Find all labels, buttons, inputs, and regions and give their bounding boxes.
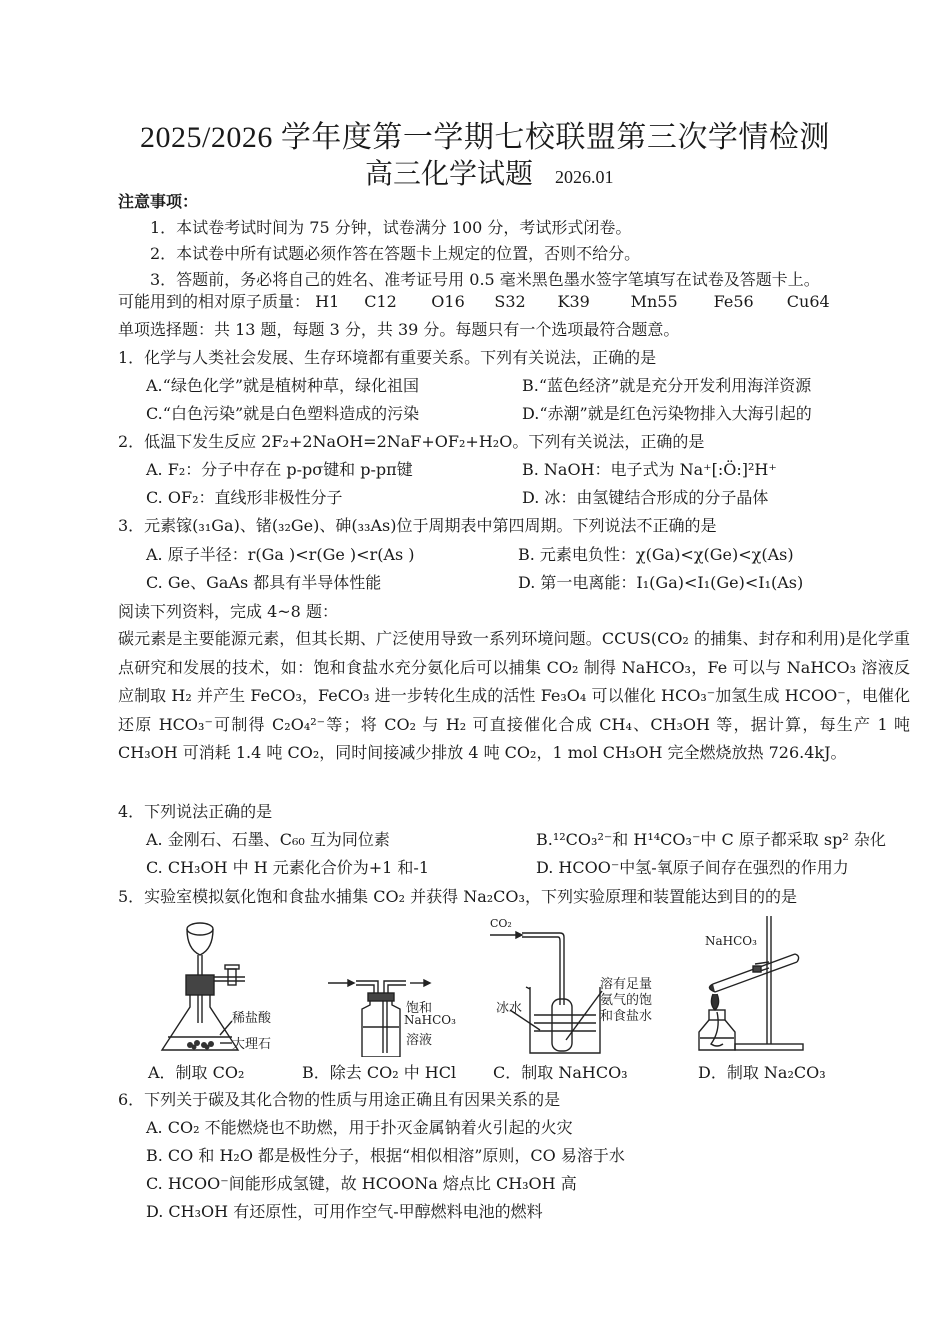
label-ammonia-brine-1: 溶有足量 bbox=[600, 977, 653, 992]
figure-d-caption: D．制取 Na₂CO₃ bbox=[698, 1063, 826, 1082]
mass-s: S32 bbox=[494, 292, 526, 311]
notice-heading: 注意事项： bbox=[118, 192, 199, 211]
label-ammonia-brine-2: 氨气的饱 bbox=[600, 993, 653, 1008]
label-co2-inlet: CO₂ bbox=[490, 917, 512, 930]
q1-option-c: C.“白色污染”就是白色塑料造成的污染 bbox=[146, 404, 420, 423]
exam-date: 2026.01 bbox=[555, 167, 614, 187]
mass-h: H1 bbox=[315, 292, 340, 311]
mass-k: K39 bbox=[557, 292, 590, 311]
q1-option-b: B.“蓝色经济”就是充分开发利用海洋资源 bbox=[522, 376, 812, 395]
label-ice-water: 冰水 bbox=[496, 1001, 523, 1016]
q3-option-d: D. 第一电离能：I₁(Ga)<I₁(Ge)<I₁(As) bbox=[518, 573, 804, 592]
q4-option-a: A. 金刚石、石墨、C₆₀ 互为同位素 bbox=[146, 830, 390, 849]
label-nahco3-solid: NaHCO₃ bbox=[705, 934, 757, 948]
label-dilute-hcl: 稀盐酸 bbox=[232, 1011, 272, 1026]
q4-option-c: C. CH₃OH 中 H 元素化合价为+1 和-1 bbox=[146, 858, 429, 877]
q2-option-d: D. 冰：由氢键结合形成的分子晶体 bbox=[522, 488, 769, 507]
atomic-masses bbox=[118, 288, 830, 316]
notice-item-3: 3．答题前，务必将自己的姓名、准考证号用 0.5 毫米黑色墨水签字笔填写在试卷及答题卡上。 bbox=[150, 270, 820, 289]
notice-item-1: 1．本试卷考试时间为 75 分钟，试卷满分 100 分，考试形式闭卷。 bbox=[150, 218, 632, 237]
q2-option-a: A. F₂：分子中存在 p-pσ键和 p-pπ键 bbox=[146, 460, 413, 479]
q2-stem: 2．低温下发生反应 2F₂+2NaOH=2NaF+OF₂+H₂O。下列有关说法，正确的是 bbox=[118, 432, 705, 451]
q6-option-a: A. CO₂ 不能燃烧也不助燃，用于扑灭金属钠着火引起的火灾 bbox=[146, 1118, 573, 1137]
section-instructions: 单项选择题：共 13 题，每题 3 分，共 39 分。每题只有一个选项最符合题意。 bbox=[118, 320, 680, 339]
label-ammonia-brine-3: 和食盐水 bbox=[600, 1009, 653, 1024]
q3-option-b: B. 元素电负性：χ(Ga)<χ(Ge)<χ(As) bbox=[518, 545, 794, 564]
q6-option-c: C. HCOO⁻间能形成氢键，故 HCOONa 熔点比 CH₃OH 高 bbox=[146, 1174, 577, 1193]
label-solution: 溶液 bbox=[406, 1033, 433, 1048]
notice-item-2: 2．本试卷中所有试题必须作答在答题卡上规定的位置，否则不给分。 bbox=[150, 244, 641, 263]
atomic-masses-label: 可能用到的相对原子质量： bbox=[118, 292, 311, 311]
figure-a-caption: A．制取 CO₂ bbox=[148, 1063, 245, 1082]
q6-option-d: D. CH₃OH 有还原性，可用作空气-甲醇燃料电池的燃料 bbox=[146, 1202, 543, 1221]
mass-c: C12 bbox=[364, 292, 397, 311]
exam-subtitle bbox=[365, 152, 614, 192]
q3-stem: 3．元素镓(₃₁Ga)、锗(₃₂Ge)、砷(₃₃As)位于周期表中第四周期。下列说法不正确的是 bbox=[118, 516, 717, 535]
figure-a-co2-generator bbox=[150, 915, 290, 1055]
q5-stem: 5．实验室模拟氨化饱和食盐水捕集 CO₂ 并获得 Na₂CO₃，下列实验原理和装置能达到目的的是 bbox=[118, 887, 797, 906]
label-marble: 大理石 bbox=[232, 1037, 272, 1052]
label-saturated: 饱和 bbox=[406, 1001, 433, 1016]
reading-passage: 碳元素是主要能源元素，但其长期、广泛使用导致一系列环境问题。CCUS(CO₂ 的捕集、封存和利用)是化学重点研究和发展的技术，如：饱和食盐水充分氨化后可以捕集 CO₂ 制得 NaHCO₃，Fe 可以与 NaHCO₃ 溶液反应制取 H₂ 并产生 FeCO₃，FeCO₃ 进一步转化生成的活性 Fe₃O₄ 可以催化 HCO₃⁻加氢生成 HCOO⁻，电催化还原 HCO₃⁻可制得 C₂O₄²⁻等；将 CO₂ 与 H₂ 可直接催化合成 CH₄、CH₃OH 等，据计算，每生产 1 吨 CH₃OH 可消耗 1.4 吨 CO₂，同时间接减少排放 4 吨 CO₂，1 mol CH₃OH 完全燃烧放热 726.4kJ。 bbox=[118, 629, 910, 762]
subject-title: 高三化学试题 bbox=[365, 159, 534, 190]
q1-option-d: D.“赤潮”就是红色污染物排入大海引起的 bbox=[522, 404, 812, 423]
mass-cu: Cu64 bbox=[786, 292, 830, 311]
mass-o: O16 bbox=[431, 292, 465, 311]
q6-stem: 6．下列关于碳及其化合物的性质与用途正确且有因果关系的是 bbox=[118, 1090, 561, 1109]
q4-option-b: B.¹²CO₃²⁻和 H¹⁴CO₃⁻中 C 原子都采取 sp² 杂化 bbox=[536, 830, 886, 849]
figure-b-caption: B．除去 CO₂ 中 HCl bbox=[302, 1063, 457, 1082]
figure-d-heating-setup bbox=[695, 912, 815, 1057]
q1-stem: 1．化学与人类社会发展、生存环境都有重要关系。下列有关说法，正确的是 bbox=[118, 348, 657, 367]
q2-option-b: B. NaOH：电子式为 Na⁺[:Ö:]²H⁺ bbox=[522, 460, 777, 479]
label-nahco3: NaHCO₃ bbox=[404, 1013, 456, 1027]
q3-option-a: A. 原子半径：r(Ga )<r(Ge )<r(As ) bbox=[146, 545, 415, 564]
q1-option-a: A.“绿色化学”就是植树种草，绿化祖国 bbox=[146, 376, 420, 395]
mass-mn: Mn55 bbox=[630, 292, 678, 311]
figure-c-caption: C．制取 NaHCO₃ bbox=[493, 1063, 628, 1082]
mass-fe: Fe56 bbox=[713, 292, 754, 311]
exam-title: 2025/2026 学年度第一学期七校联盟第三次学情检测 bbox=[140, 121, 830, 154]
reading-intro: 阅读下列资料，完成 4~8 题： bbox=[118, 602, 338, 621]
q2-option-c: C. OF₂：直线形非极性分子 bbox=[146, 488, 343, 507]
q4-option-d: D. HCOO⁻中氢-氧原子间存在强烈的作用力 bbox=[536, 858, 849, 877]
q3-option-c: C. Ge、GaAs 都具有半导体性能 bbox=[146, 573, 382, 592]
figure-b-gas-wash-bottle bbox=[328, 975, 456, 1057]
figure-c-nahco3-setup bbox=[490, 915, 653, 1060]
q6-option-b: B. CO 和 H₂O 都是极性分子，根据“相似相溶”原则，CO 易溶于水 bbox=[146, 1146, 625, 1165]
q4-stem: 4．下列说法正确的是 bbox=[118, 802, 273, 821]
